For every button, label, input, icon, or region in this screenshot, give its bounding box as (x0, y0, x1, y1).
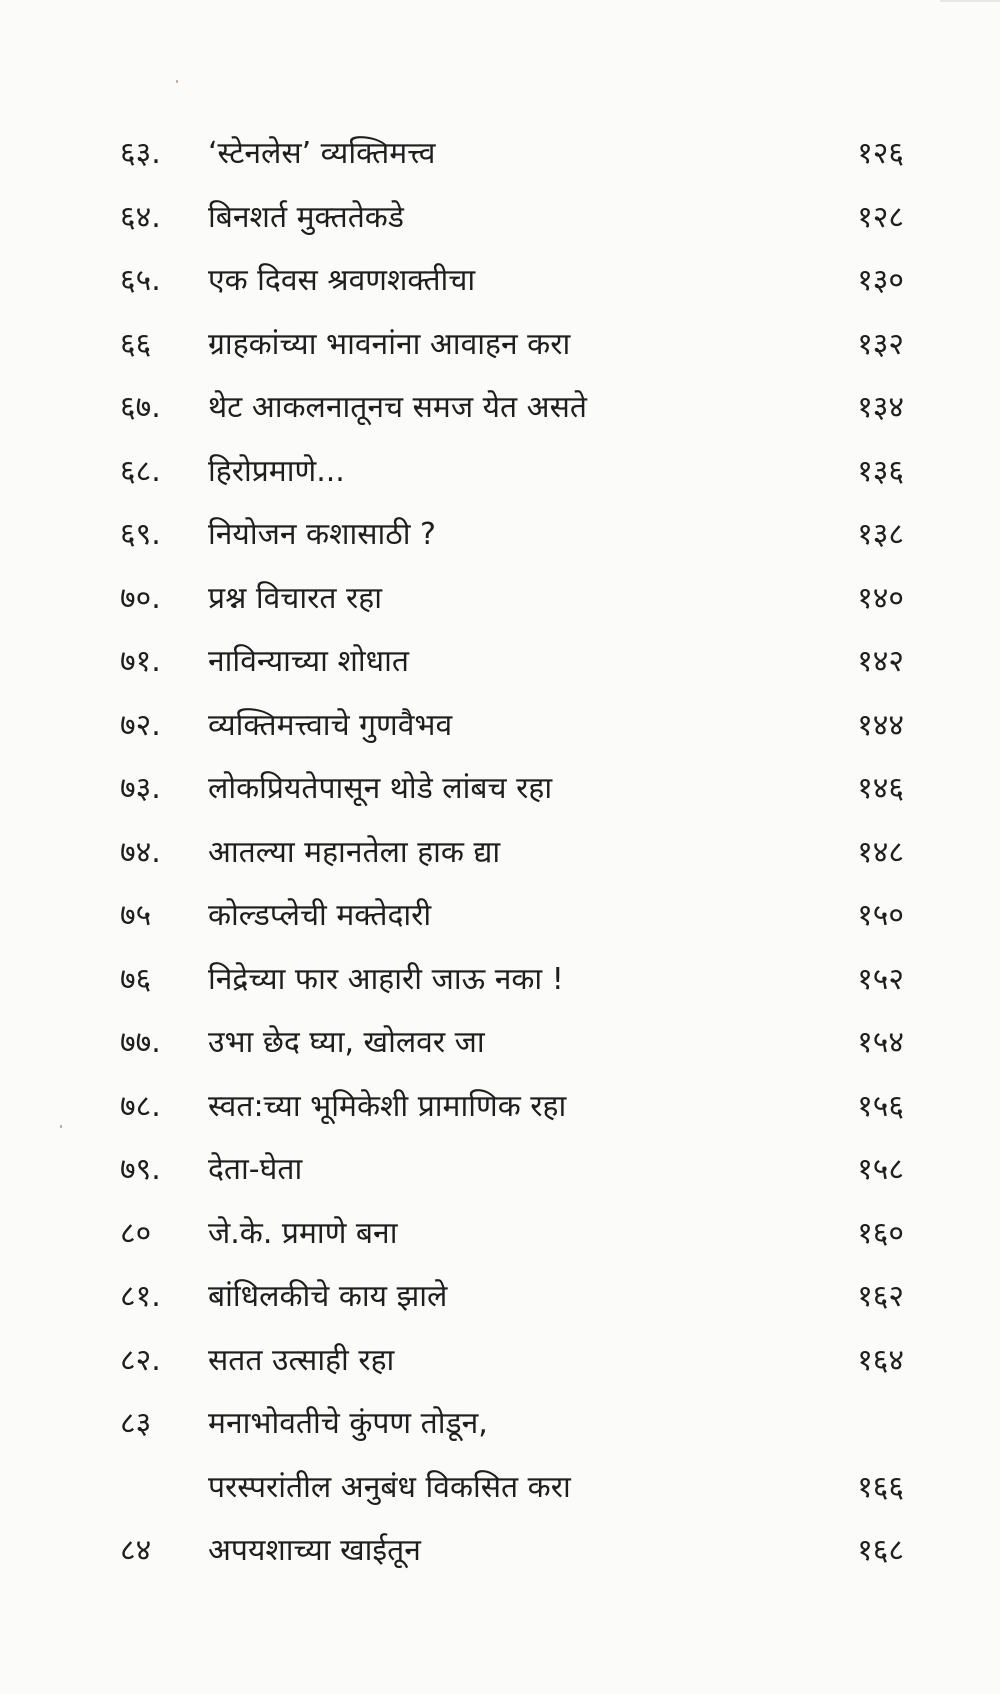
page-number: १५६ (857, 1088, 904, 1124)
toc-entry-70 (0, 581, 1000, 645)
chapter-number: ७३. (120, 771, 161, 806)
chapter-number: ८३ (120, 1406, 152, 1441)
page-number: १५४ (857, 1025, 904, 1060)
chapter-number: ७०. (120, 580, 161, 616)
chapter-number: ८० (120, 1215, 152, 1251)
chapter-title: आतल्या महानतेला हाक द्या (208, 834, 501, 870)
chapter-title: प्रश्न विचारत रहा (208, 580, 382, 616)
table-of-contents (0, 136, 1000, 1597)
toc-entry-79 (0, 1152, 1000, 1216)
chapter-title: हिरोप्रमाणे... (208, 453, 345, 489)
toc-entry-64 (0, 200, 1000, 264)
chapter-title: नाविन्याच्या शोधात (208, 644, 409, 679)
page-number: १५२ (857, 961, 904, 997)
chapter-title: अपयशाच्या खाईतून (208, 1533, 421, 1568)
chapter-title: निद्रेच्या फार आहारी जाऊ नका ! (208, 961, 564, 997)
toc-entry-71 (0, 644, 1000, 708)
toc-entry-77 (0, 1025, 1000, 1089)
page-number: १३० (857, 263, 904, 298)
toc-entry-67 (0, 390, 1000, 454)
toc-entry-76 (0, 962, 1000, 1026)
toc-entry-65 (0, 263, 1000, 327)
page-number: १६२ (857, 1279, 904, 1314)
toc-entry-78 (0, 1089, 1000, 1153)
toc-entry-73 (0, 771, 1000, 835)
chapter-title-line-1: मनाभोवतीचे कुंपण तोडून, (208, 1406, 488, 1441)
chapter-title: स्वत:च्या भूमिकेशी प्रामाणिक रहा (208, 1088, 567, 1124)
chapter-title: एक दिवस श्रवणशक्तीचा (208, 263, 476, 298)
chapter-number: ६४. (120, 199, 161, 235)
chapter-title-line-2: परस्परांतील अनुबंध विकसित करा (208, 1469, 571, 1505)
chapter-title: उभा छेद घ्या, खोलवर जा (208, 1025, 485, 1060)
chapter-number: ६९. (120, 517, 161, 552)
page-number: १४२ (857, 644, 904, 679)
page-number: १६४ (857, 1342, 904, 1378)
page-number: १६८ (857, 1533, 904, 1568)
chapter-number: ८१. (120, 1279, 161, 1314)
chapter-title: लोकप्रियतेपासून थोडे लांबच रहा (208, 771, 553, 806)
page-number: १४० (857, 580, 904, 616)
chapter-title: नियोजन कशासाठी ? (208, 517, 436, 552)
chapter-title: ग्राहकांच्या भावनांना आवाहन करा (208, 326, 571, 362)
page-number: १३८ (857, 517, 904, 552)
toc-entry-63 (0, 136, 1000, 200)
chapter-number: ६८. (120, 453, 161, 489)
toc-entry-75 (0, 898, 1000, 962)
toc-entry-80 (0, 1216, 1000, 1280)
chapter-title: व्यक्तिमत्त्वाचे गुणवैभव (208, 707, 453, 743)
chapter-number: ७४. (120, 834, 161, 870)
chapter-number: ७५ (120, 898, 152, 933)
toc-entry-82 (0, 1343, 1000, 1407)
page-number: १४४ (857, 707, 904, 743)
toc-entry-81 (0, 1279, 1000, 1343)
page-number: १४८ (857, 834, 904, 870)
scan-edge-mark (940, 0, 1000, 2)
paper-speck (176, 80, 178, 83)
page-number: १३२ (857, 326, 904, 362)
chapter-number: ७१. (120, 644, 161, 679)
page-number: १३४ (857, 390, 904, 425)
chapter-number: ६६ (120, 326, 152, 362)
toc-entry-84 (0, 1533, 1000, 1597)
page-number: १२६ (857, 136, 904, 171)
page-number: १५८ (857, 1152, 904, 1187)
chapter-number: ७६ (120, 961, 152, 997)
page-number: १३६ (857, 453, 904, 489)
chapter-number: ८२. (120, 1342, 161, 1378)
chapter-title: बांधिलकीचे काय झाले (208, 1279, 448, 1314)
chapter-number: ६७. (120, 390, 161, 425)
chapter-number: ७९. (120, 1152, 161, 1187)
page-number: १४६ (857, 771, 904, 806)
toc-entry-69 (0, 517, 1000, 581)
toc-entry-83 (0, 1406, 1000, 1533)
chapter-number: ६३. (120, 136, 161, 171)
chapter-number: ७७. (120, 1025, 161, 1060)
page-number: १६० (857, 1215, 904, 1251)
chapter-title: थेट आकलनातूनच समज येत असते (208, 390, 587, 425)
chapter-number: ८४ (120, 1533, 152, 1568)
toc-entry-74 (0, 835, 1000, 899)
chapter-title: देता-घेता (208, 1152, 303, 1187)
toc-entry-72 (0, 708, 1000, 772)
chapter-title: कोल्डप्लेची मक्तेदारी (208, 898, 432, 933)
chapter-title: बिनशर्त मुक्ततेकडे (208, 199, 404, 235)
chapter-number: ७८. (120, 1088, 161, 1124)
page-number: १२८ (857, 199, 904, 235)
toc-entry-66 (0, 327, 1000, 391)
chapter-number: ६५. (120, 263, 161, 298)
toc-entry-68 (0, 454, 1000, 518)
page-number: १६६ (857, 1469, 904, 1505)
chapter-title: ‘स्टेनलेस’ व्यक्तिमत्त्व (208, 136, 436, 171)
chapter-title: सतत उत्साही रहा (208, 1342, 395, 1378)
chapter-title: जे.के. प्रमाणे बना (208, 1215, 398, 1251)
page-number: १५० (857, 898, 904, 933)
chapter-number: ७२. (120, 707, 161, 743)
